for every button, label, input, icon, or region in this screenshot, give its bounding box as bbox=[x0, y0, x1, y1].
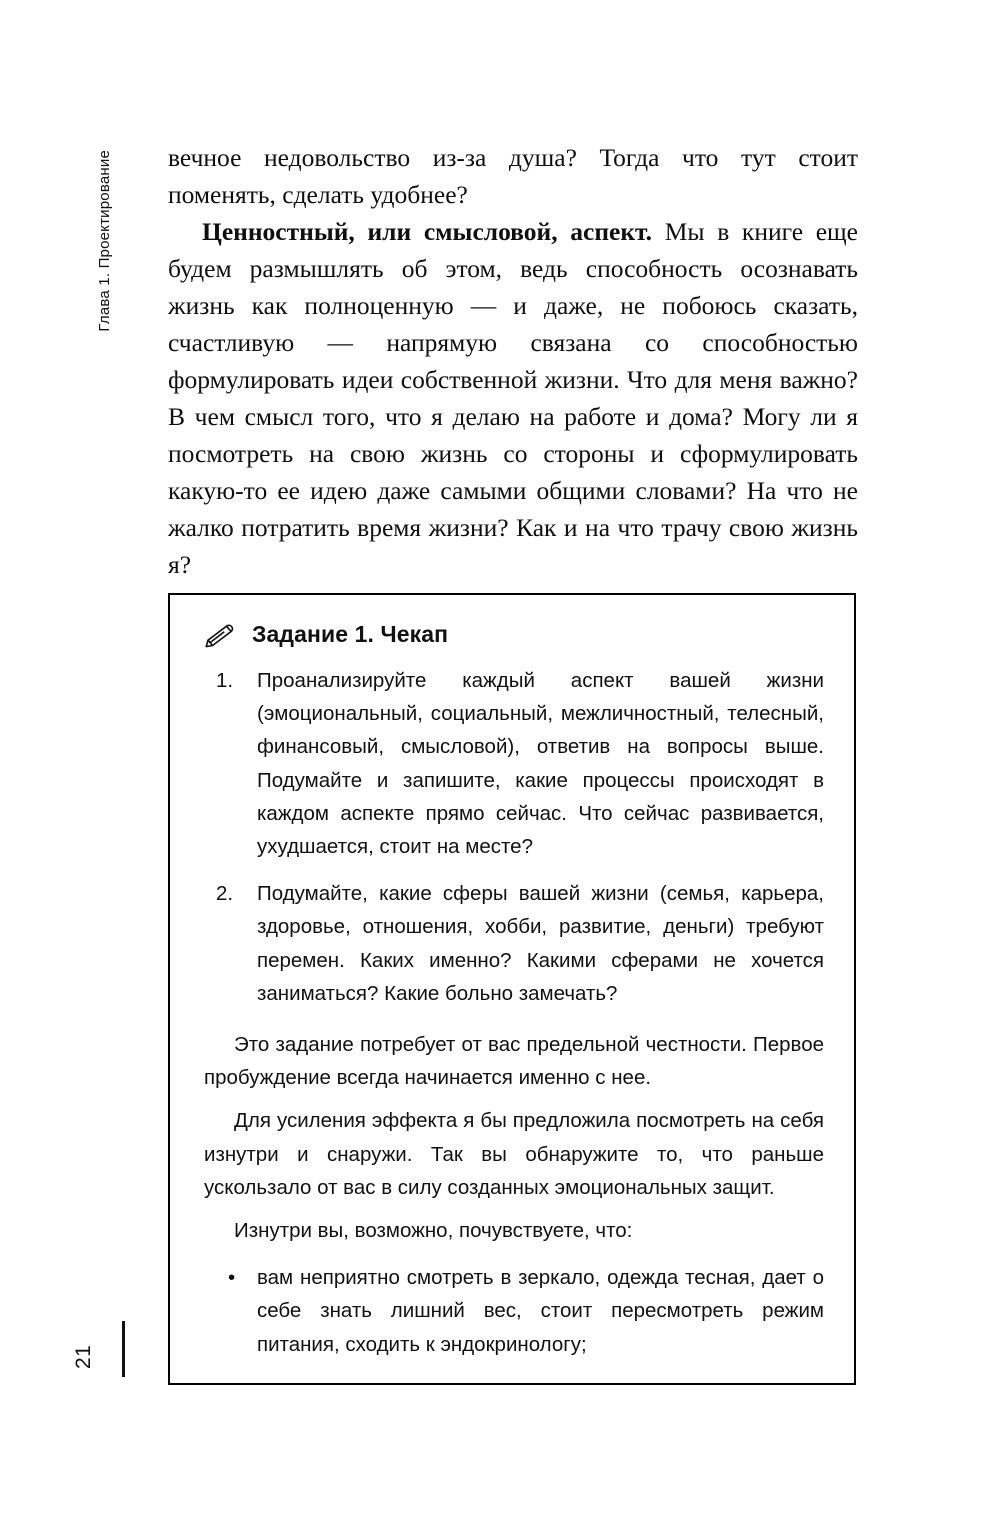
paragraph-value-aspect bbox=[168, 214, 858, 584]
task-callout-box bbox=[168, 593, 856, 1385]
paragraph-body-rest: Мы в книге еще будем размышлять об этом, ведь способность осознавать жизнь как полноценную — и даже, не побоюсь сказать, счастливую — напрямую связана со способностью формулировать идеи собственной жизни. Что для меня важно? В чем смысл того, что я делаю на работе и дома? Могу ли я посмотреть на свою жизнь со стороны и сформулировать какую-то ее идею даже самыми общими словами? На что не жалко потратить время жизни? Как и на что трачу свою жизнь я? bbox=[168, 216, 859, 579]
task-callout-inner bbox=[170, 595, 854, 1361]
page-folio bbox=[72, 1309, 132, 1369]
task-paragraph-honesty: Это задание потребует от вас предельной честности. Первое пробуждение всегда начинается именно с нее. bbox=[204, 1033, 824, 1090]
task-bullet-list bbox=[204, 1261, 824, 1361]
chapter-running-head: Глава 1. Проектирование bbox=[96, 150, 113, 332]
list-item: Проанализируйте каждый аспект вашей жизни (эмоциональный, социальный, межличностный, телесный, финансовый, смысловой), ответив на вопросы выше. Подумайте и запишите, какие процессы происходят в каждом аспекте прямо сейчас. Что сейчас развивается, ухудшается, стоит на месте? bbox=[257, 669, 824, 859]
task-header bbox=[204, 621, 824, 648]
task-paragraph-inside: Изнутри вы, возможно, почувствуете, что: bbox=[234, 1219, 633, 1243]
task-numbered-list bbox=[204, 664, 824, 1010]
pencil-icon bbox=[204, 622, 238, 648]
task-title: Задание 1. Чекап bbox=[252, 621, 449, 647]
list-item: Подумайте, какие сферы вашей жизни (семья, карьера, здоровье, отношения, хобби, развитие, деньги) требуют перемен. Каких именно? Какими сферами не хочется заниматься? Какие больно замечать? bbox=[257, 882, 824, 1005]
paragraph-continued: вечное недовольство из-за душа? Тогда что тут стоит поменять, сделать удобнее? bbox=[168, 143, 858, 209]
page-number: 21 bbox=[72, 1344, 95, 1369]
folio-rule bbox=[122, 1321, 125, 1377]
paragraph-lead-in: Ценностный, или смысловой, аспект. bbox=[202, 216, 653, 246]
list-item: • вам неприятно смотреть в зеркало, одежда тесная, дает о себе знать лишний вес, стоит пересмотреть режим питания, сходить к эндокринологу; bbox=[204, 1261, 824, 1361]
task-paragraph-effect: Для усиления эффекта я бы предложила посмотреть на себя изнутри и снаружи. Так вы обнаружите то, что раньше ускользало от вас в силу созданных эмоциональных защит. bbox=[204, 1109, 824, 1199]
body-text-column bbox=[168, 140, 858, 584]
running-head-rail bbox=[96, 150, 126, 470]
